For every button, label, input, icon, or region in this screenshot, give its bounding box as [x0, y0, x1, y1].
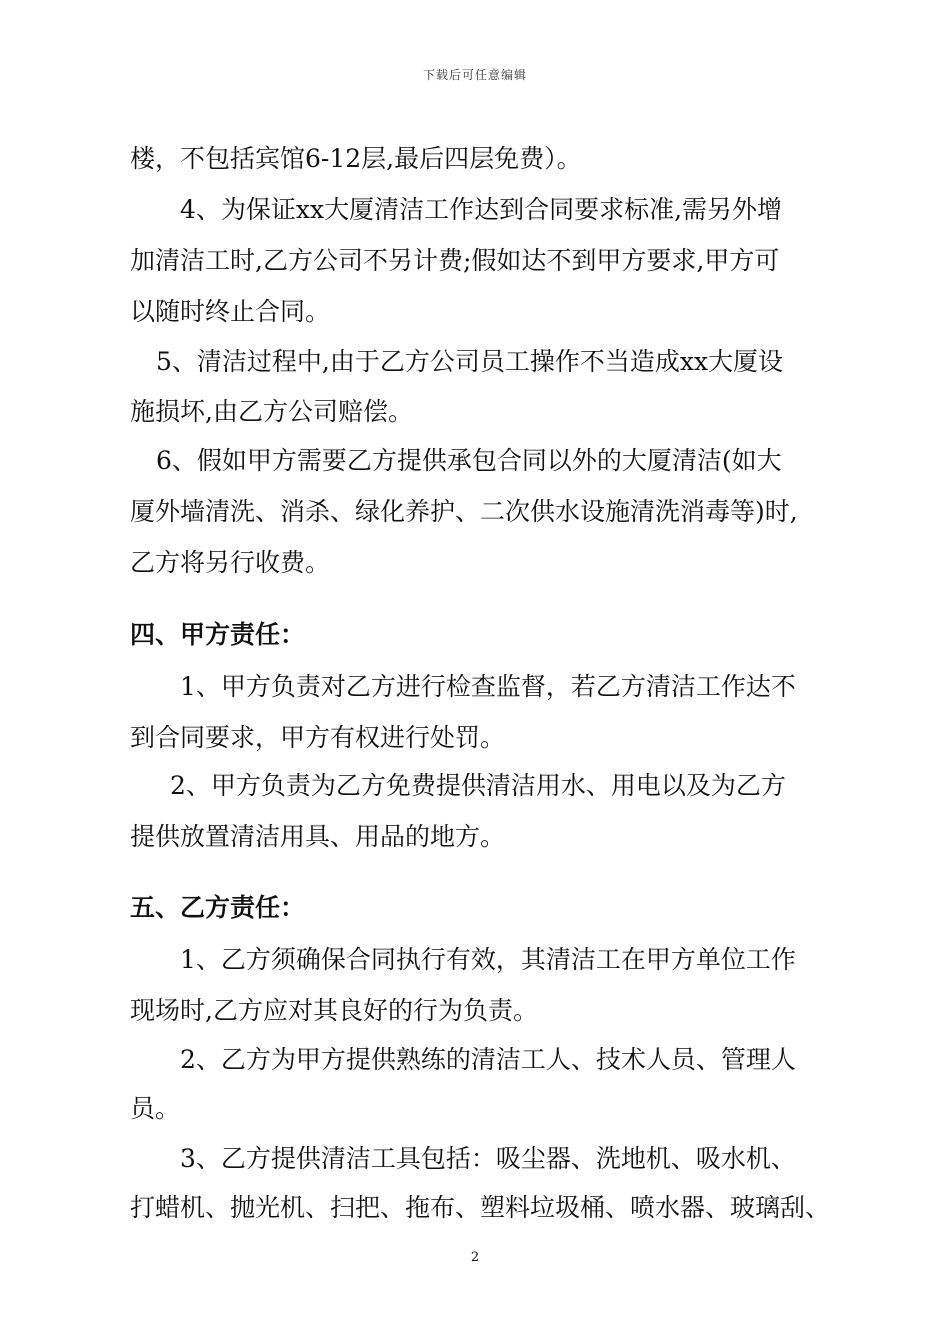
text-line: 到合同要求，甲方有权进行处罚。 [130, 723, 506, 752]
page-header-note: 下载后可任意编辑 [422, 68, 527, 82]
section-heading-five: 五、乙方责任： [130, 893, 306, 922]
text-line: 4、为保证xx大厦清洁工作达到合同要求标准,需另外增 [180, 195, 783, 224]
text-line: 现场时,乙方应对其良好的行为负责。 [130, 996, 538, 1025]
text-line: 1、乙方须确保合同执行有效，其清洁工在甲方单位工作 [180, 945, 796, 974]
section-heading-four: 四、甲方责任： [130, 620, 306, 649]
text-line: 楼，不包括宾馆6-12层,最后四层免费）。 [130, 144, 582, 173]
text-line: 2、甲方负责为乙方免费提供清洁用水、用电以及为乙方 [170, 771, 786, 800]
text-line: 打蜡机、抛光机、扫把、拖布、塑料垃圾桶、喷水器、玻璃刮、 [130, 1193, 831, 1222]
text-line: 加清洁工时,乙方公司不另计费;假如达不到甲方要求,甲方可 [130, 246, 780, 275]
text-line: 3、乙方提供清洁工具包括：吸尘器、洗地机、吸水机、 [180, 1144, 796, 1173]
text-line: 6、假如甲方需要乙方提供承包合同以外的大厦清洁(如大 [156, 446, 782, 475]
text-line: 提供放置清洁用具、用品的地方。 [130, 822, 506, 851]
text-line: 厦外墙清洗、消杀、绿化养护、二次供水设施清洗消毒等)时, [130, 497, 798, 526]
text-line: 1、甲方负责对乙方进行检查监督，若乙方清洁工作达不 [180, 672, 796, 701]
text-line: 以随时终止合同。 [130, 297, 331, 326]
text-line: 员。 [130, 1094, 181, 1123]
text-line: 乙方将另行收费。 [130, 548, 331, 577]
text-line: 2、乙方为甲方提供熟练的清洁工人、技术人员、管理人 [180, 1045, 796, 1074]
text-line: 5、清洁过程中,由于乙方公司员工操作不当造成xx大厦设 [156, 347, 784, 376]
page-number: 2 [470, 1250, 480, 1265]
text-line: 施损坏,由乙方公司赔偿。 [130, 397, 413, 426]
